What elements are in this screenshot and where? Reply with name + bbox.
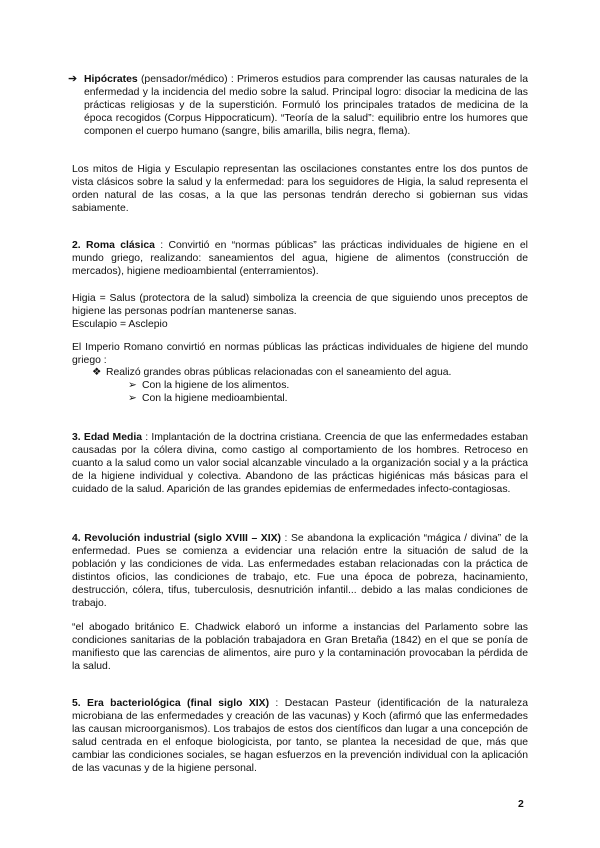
hipocrates-text: (pensador/médico) : Primeros estudios para comprender las causas naturales de la enfermedad y la incidencia del medio sobre la salud. Principal logro: disociar la medicina de las prácticas religiosas y de la superstición. Formuló los principales tratados de medicina de la época recogidos (Corpus Hippocraticum). “Teoría de la salud”: equilibrio entre los humores que componen el cuerpo humano (sangre, bilis amarilla, bilis negra, flema). [84,74,528,137]
roma-text: : Convirtió en “normas públicas” las prácticas individuales de higiene en el mundo griego, realizando: saneamientos del agua, higiene de alimentos (construcción de mercados), higiene medioambiental (enterramientos). [72,240,528,277]
obras-text: Realizó grandes obras públicas relacionadas con el saneamiento del agua. [106,367,452,378]
revolucion-paragraph [72,532,528,610]
hipocrates-title: Hipócrates [84,74,138,85]
chadwick-block [72,621,528,673]
mitos-paragraph: Los mitos de Higia y Esculapio representan las oscilaciones constantes entre los dos puntos de vista clásicos sobre la salud y la enfermedad: para los seguidores de Higia, la salud representa el orden natural de las cosas, a la que las personas tendrán derecho si gobiernan sus vidas sabiamente. [72,164,528,214]
higia-block [72,292,528,331]
arrowhead-icon: ➢ [128,393,137,404]
imperio-block [72,341,528,367]
media-text: : Implantación de la doctrina cristiana. Creencia de que las enfermedades estaban causadas por la cólera divina, como castigo al comportamiento de los hombres. Retroceso en cuanto a la salud como un valor social alcanzable vinculado a la organización social y a la práctica de la higiene individual y colectiva. Abandono de las prácticas higiénicas más básicas para el cuidado de la salud. Aparición de las grandes epidemias de enfermedades infecto-contagiosas. [72,432,529,495]
hipocrates-paragraph [84,73,528,138]
higia-paragraph: Higia = Salus (protectora de la salud) simboliza la creencia de que siguiendo unos preceptos de higiene las personas podrían mantenerse sanas. [72,293,528,317]
imperio-paragraph: El Imperio Romano convirtió en normas públicas las prácticas individuales de higiene del mundo griego : [72,342,528,366]
bacteriologica-block [72,697,528,775]
sub-item-medioambiental [128,392,288,405]
media-title: 3. Edad Media [72,432,142,443]
esculapio-paragraph: Esculapio = Asclepio [72,319,168,330]
bacteriologica-text: : Destacan Pasteur (identificación de la naturaleza microbiana de las enfermedades y creación de las vacunas) y Koch (afirmó que las enfermedades las causan microorganismos). Los trabajos de estos dos científicos dan lugar a una concepción de salud centrada en el enfoque biologicista, por tanto, se plantea la necesidad de que, más que cambiar las condiciones sociales, se hagan esfuerzos en la prevención individual con la aplicación de las vacunas y de la higiene personal. [72,698,529,774]
arrowhead-icon: ➢ [128,380,137,391]
roma-block [72,239,528,278]
hipocrates-item [68,73,528,138]
bacteriologica-title: 5. Era bacteriológica (final siglo XIX) [72,698,270,709]
sub-item-alimentos-text: Con la higiene de los alimentos. [142,380,290,391]
sub-item-medioambiental-text: Con la higiene medioambiental. [142,393,288,404]
media-block [72,431,528,496]
revolucion-text: : Se abandona la explicación “mágica / divina” de la enfermedad. Pues se comienza a evidenciar una relación entre la situación de salud de la población y las condiciones de vida. Las enfermedades estaban relacionadas con la práctica de distintos oficios, las condiciones de trabajo, etc. Fue una época de pobreza, hacinamiento, destrucción, cólera, tifus, tuberculosis, desnutrición infantil... debido a las malas condiciones de trabajo. [72,533,528,609]
roma-paragraph [72,239,528,278]
mitos-block [72,163,528,215]
arrow-icon: ➔ [68,73,78,85]
page-number: 2 [518,799,524,810]
chadwick-paragraph: “el abogado británico E. Chadwick elaboró un informe a instancias del Parlamento sobre las condiciones sanitarias de la población trabajadora en Gran Bretaña (1842) en el que se ponía de manifiesto que las carencias de alimentos, aire puro y la contaminación provocaban la pérdida de la salud. [72,622,528,672]
roma-title: 2. Roma clásica [72,240,155,251]
media-paragraph [72,431,528,496]
revolucion-title: 4. Revolución industrial (siglo XVIII – XIX) [72,533,281,544]
bacteriologica-paragraph [72,697,528,775]
sub-item-alimentos [128,379,289,392]
star-bullet-icon: ❖ [92,367,102,378]
revolucion-block [72,532,528,610]
obras-item [92,366,451,379]
